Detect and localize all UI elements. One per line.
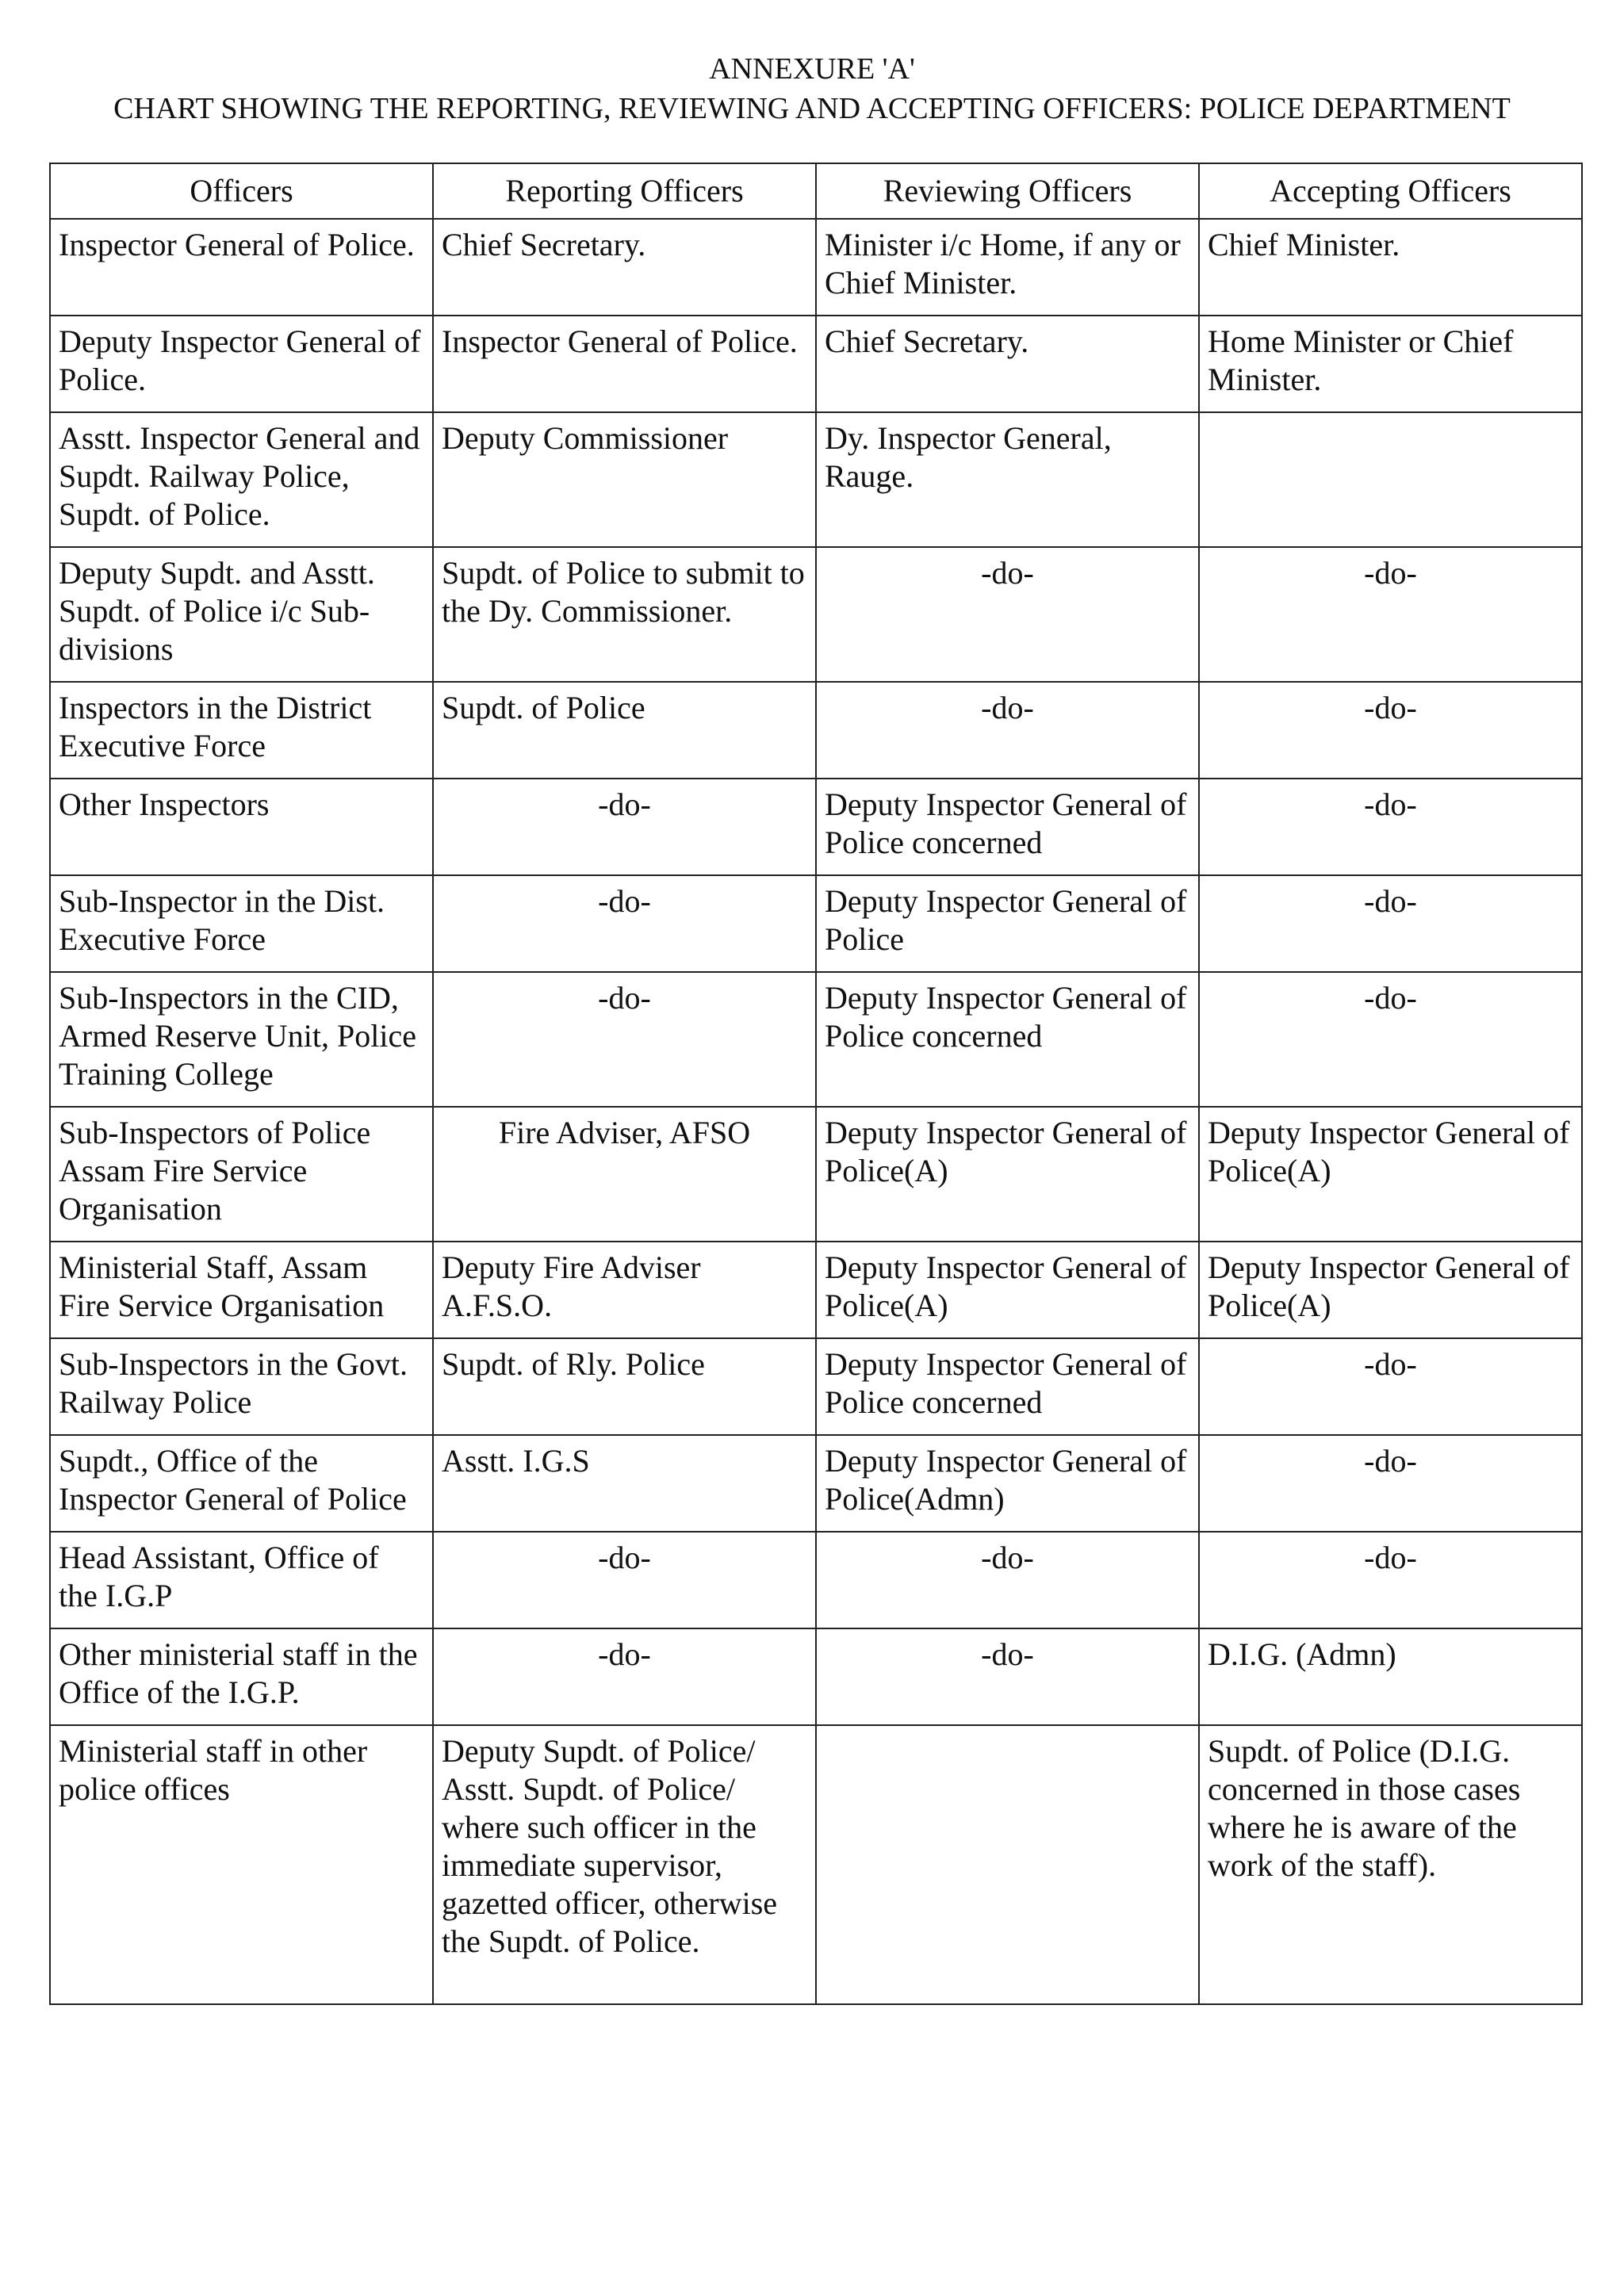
officer-cell: Asstt. Inspector General and Supdt. Railway Police, Supdt. of Police.	[50, 412, 433, 547]
reporting-cell: Chief Secretary.	[433, 219, 816, 316]
table-row	[50, 1725, 1582, 2004]
page-heading	[0, 49, 1624, 128]
reviewing-cell: Deputy Inspector General of Police	[816, 875, 1199, 972]
accepting-cell: -do-	[1199, 875, 1582, 972]
accepting-cell: Chief Minister.	[1199, 219, 1582, 316]
table-row	[50, 219, 1582, 316]
reporting-cell: Deputy Commissioner	[433, 412, 816, 547]
officer-cell: Other ministerial staff in the Office of the I.G.P.	[50, 1628, 433, 1725]
accepting-cell: Deputy Inspector General of Police(A)	[1199, 1242, 1582, 1338]
officer-cell: Sub-Inspector in the Dist. Executive Force	[50, 875, 433, 972]
reviewing-cell: Deputy Inspector General of Police concerned	[816, 1338, 1199, 1435]
reviewing-cell: Dy. Inspector General, Rauge.	[816, 412, 1199, 547]
table-row	[50, 412, 1582, 547]
reviewing-cell	[816, 1725, 1199, 2004]
reviewing-cell: -do-	[816, 1532, 1199, 1628]
officer-cell: Sub-Inspectors of Police Assam Fire Service Organisation	[50, 1107, 433, 1242]
officer-cell: Ministerial staff in other police offices	[50, 1725, 433, 2004]
reviewing-cell: -do-	[816, 1628, 1199, 1725]
reporting-cell: Asstt. I.G.S	[433, 1435, 816, 1532]
table-row	[50, 1338, 1582, 1435]
officer-cell: Deputy Inspector General of Police.	[50, 316, 433, 412]
accepting-cell	[1199, 412, 1582, 547]
officers-table	[49, 163, 1583, 2005]
table-row	[50, 1628, 1582, 1725]
accepting-cell: -do-	[1199, 682, 1582, 779]
table-row	[50, 1532, 1582, 1628]
officer-cell: Sub-Inspectors in the Govt. Railway Police	[50, 1338, 433, 1435]
reporting-cell: Deputy Fire Adviser A.F.S.O.	[433, 1242, 816, 1338]
reviewing-cell: Deputy Inspector General of Police(A)	[816, 1107, 1199, 1242]
reporting-cell: -do-	[433, 779, 816, 875]
reviewing-cell: -do-	[816, 682, 1199, 779]
reporting-cell: -do-	[433, 1628, 816, 1725]
officer-cell: Deputy Supdt. and Asstt. Supdt. of Police i/c Sub-divisions	[50, 547, 433, 682]
officer-cell: Other Inspectors	[50, 779, 433, 875]
reviewing-cell: Deputy Inspector General of Police concerned	[816, 779, 1199, 875]
table-row	[50, 972, 1582, 1107]
table-row	[50, 1107, 1582, 1242]
accepting-cell: -do-	[1199, 779, 1582, 875]
table-row	[50, 1435, 1582, 1532]
reporting-cell: -do-	[433, 972, 816, 1107]
reporting-cell: Supdt. of Rly. Police	[433, 1338, 816, 1435]
reviewing-cell: Chief Secretary.	[816, 316, 1199, 412]
accepting-cell: -do-	[1199, 1532, 1582, 1628]
header-reporting-officers: Reporting Officers	[433, 163, 816, 219]
accepting-cell: Supdt. of Police (D.I.G. concerned in those cases where he is aware of the work of the staff).	[1199, 1725, 1582, 2004]
reviewing-cell: Deputy Inspector General of Police(Admn)	[816, 1435, 1199, 1532]
reviewing-cell: Minister i/c Home, if any or Chief Minister.	[816, 219, 1199, 316]
table-row	[50, 682, 1582, 779]
accepting-cell: Deputy Inspector General of Police(A)	[1199, 1107, 1582, 1242]
accepting-cell: -do-	[1199, 1338, 1582, 1435]
chart-title: CHART SHOWING THE REPORTING, REVIEWING AND ACCEPTING OFFICERS: POLICE DEPARTMENT	[113, 92, 1511, 125]
officer-cell: Head Assistant, Office of the I.G.P	[50, 1532, 433, 1628]
accepting-cell: -do-	[1199, 1435, 1582, 1532]
table-row	[50, 316, 1582, 412]
reviewing-cell: Deputy Inspector General of Police concerned	[816, 972, 1199, 1107]
officer-cell: Inspectors in the District Executive Force	[50, 682, 433, 779]
officer-cell: Inspector General of Police.	[50, 219, 433, 316]
reporting-cell: Supdt. of Police to submit to the Dy. Commissioner.	[433, 547, 816, 682]
header-row	[50, 163, 1582, 219]
accepting-cell: -do-	[1199, 547, 1582, 682]
reporting-cell: Inspector General of Police.	[433, 316, 816, 412]
reporting-cell: Deputy Supdt. of Police/ Asstt. Supdt. of Police/ where such officer in the immediate supervisor, gazetted officer, otherwise the Supdt. of Police.	[433, 1725, 816, 2004]
table-row	[50, 1242, 1582, 1338]
reporting-cell: Fire Adviser, AFSO	[433, 1107, 816, 1242]
header-accepting-officers: Accepting Officers	[1199, 163, 1582, 219]
reporting-cell: Supdt. of Police	[433, 682, 816, 779]
accepting-cell: D.I.G. (Admn)	[1199, 1628, 1582, 1725]
officer-cell: Sub-Inspectors in the CID, Armed Reserve Unit, Police Training College	[50, 972, 433, 1107]
table-row	[50, 875, 1582, 972]
reporting-cell: -do-	[433, 875, 816, 972]
accepting-cell: -do-	[1199, 972, 1582, 1107]
table-row	[50, 779, 1582, 875]
reporting-cell: -do-	[433, 1532, 816, 1628]
officer-cell: Supdt., Office of the Inspector General of Police	[50, 1435, 433, 1532]
reviewing-cell: Deputy Inspector General of Police(A)	[816, 1242, 1199, 1338]
officer-cell: Ministerial Staff, Assam Fire Service Organisation	[50, 1242, 433, 1338]
accepting-cell: Home Minister or Chief Minister.	[1199, 316, 1582, 412]
table-row	[50, 547, 1582, 682]
header-reviewing-officers: Reviewing Officers	[816, 163, 1199, 219]
header-officers: Officers	[50, 163, 433, 219]
annexure-title: ANNEXURE 'A'	[709, 52, 915, 86]
reviewing-cell: -do-	[816, 547, 1199, 682]
